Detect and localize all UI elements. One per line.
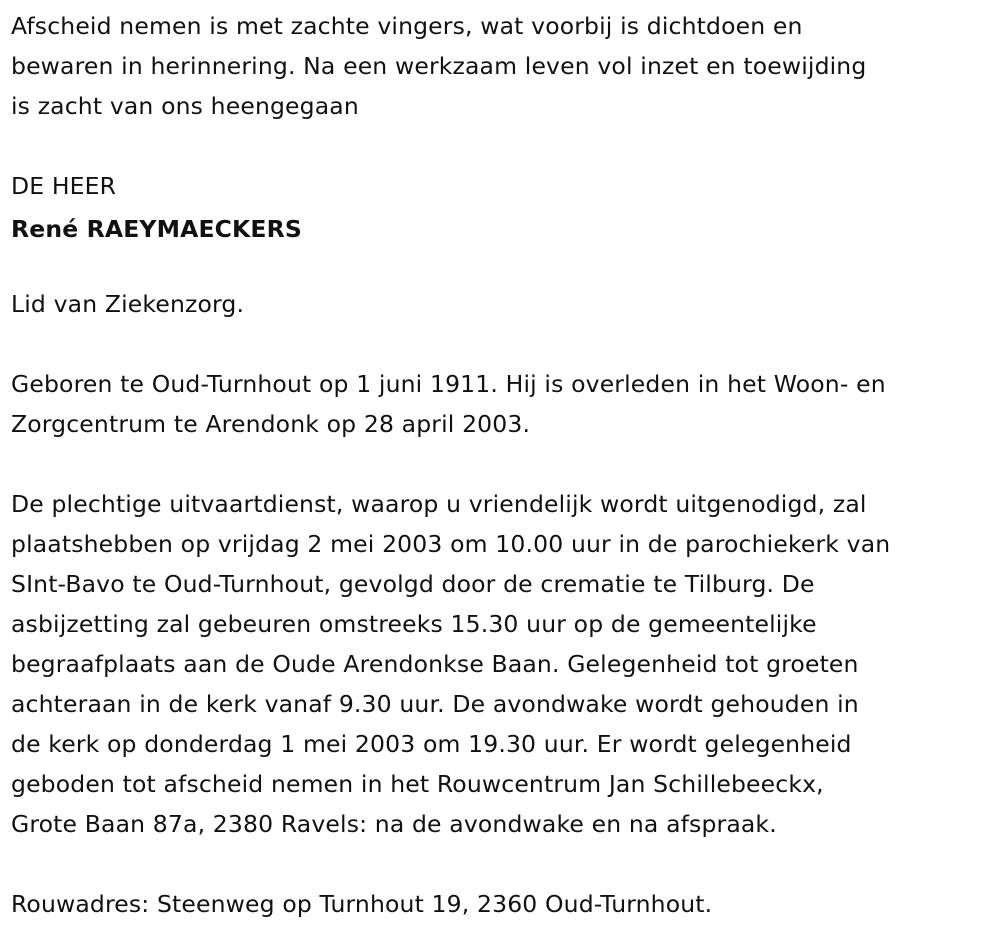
obituary-notice [11, 6, 996, 924]
ceremony-paragraph: De plechtige uitvaartdienst, waarop u vriendelijk wordt uitgenodigd, zal plaatshebben op vrijdag 2 mei 2003 om 10.00 uur in de parochiekerk van SInt-Bavo te Oud-Turnhout, gevolgd door de crematie te Tilburg. De asbijzetting zal gebeuren omstreeks 15.30 uur op de gemeentelijke begraafplaats aan de Oude Arendonkse Baan. Gelegenheid tot groeten achteraan in de kerk vanaf 9.30 uur. De avondwake wordt gehouden in de kerk op donderdag 1 mei 2003 om 19.30 uur. Er wordt gelegenheid geboden tot afscheid nemen in het Rouwcentrum Jan Schillebeeckx, Grote Baan 87a, 2380 Ravels: na de avondwake en na afspraak. [11, 490, 891, 838]
spacer [11, 324, 996, 364]
deceased-name: René RAEYMAECKERS [11, 215, 302, 243]
intro-paragraph: Afscheid nemen is met zachte vingers, wat voorbij is dichtdoen en bewaren in herinnering. Na een werkzaam leven vol inzet en toewijding is zacht van ons heengegaan [11, 12, 867, 120]
membership-line: Lid van Ziekenzorg. [11, 290, 245, 318]
spacer [11, 844, 996, 884]
spacer [11, 444, 996, 484]
mourning-address: Rouwadres: Steenweg op Turnhout 19, 2360 Oud-Turnhout. [11, 890, 713, 918]
honorific: DE HEER [11, 172, 117, 200]
spacer [11, 254, 996, 284]
birth-death-paragraph: Geboren te Oud-Turnhout op 1 juni 1911. Hij is overleden in het Woon- en Zorgcentrum te Arendonk op 28 april 2003. [11, 370, 886, 438]
spacer [11, 126, 996, 166]
